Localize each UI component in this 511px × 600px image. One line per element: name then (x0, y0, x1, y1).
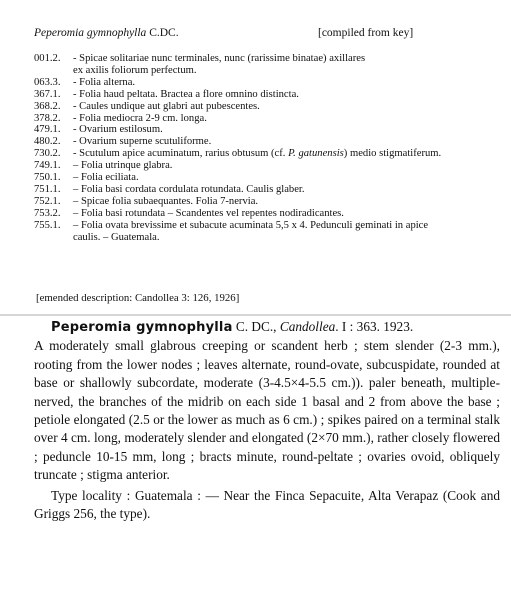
description-paragraph (34, 318, 500, 485)
key-entry (34, 208, 504, 220)
key-text: - Spicae solitariae nunc terminales, nunc (rarissime binatae) axillares (73, 53, 366, 64)
type-locality: Type locality : Guatemala : — Near the Finca Sepacuite, Alta Verapaz (Cook and Griggs 256, the type). (34, 487, 500, 522)
description-species-name: Peperomia gymnophylla (51, 320, 233, 335)
key-code: 001.2. (34, 53, 61, 64)
key-code: 730.2. (34, 148, 61, 160)
key-text: - Folia mediocra 2-9 cm. longa. (73, 112, 207, 124)
key-code: 749.1. (34, 160, 61, 172)
key-code: 479.1. (34, 124, 61, 136)
key-text: – Folia basi rotundata – Scandentes vel repentes nodiradicantes. (73, 207, 344, 219)
key-code: 063.3. (34, 76, 61, 88)
key-code: 755.1. (34, 219, 61, 231)
species-author: C.DC. (149, 27, 179, 39)
key-text: - Ovarium estilosum. (73, 124, 163, 136)
key-entry-continuation (34, 232, 504, 244)
key-text: ex axilis foliorum perfectum. (73, 64, 197, 76)
compiled-note: [compiled from key] (318, 27, 414, 39)
key-text: - Folia alterna. (73, 76, 136, 88)
key-text: – Folia basi cordata cordulata rotundata. Caulis glaber. (73, 183, 305, 195)
key-text: - Scutulum apice acuminatum, rarius obtusum (cf. P. gatunensis) medio stigmatiferum. (73, 148, 442, 160)
amended-description-note: [emended description: Candollea 3: 126, 1926] (36, 292, 240, 304)
key-entry (34, 136, 504, 148)
key-entry (34, 196, 504, 208)
key-text: - Folia haud peltata. Bractea a flore omnino distincta. (73, 88, 299, 100)
key-list (34, 53, 504, 244)
citation-author: C. DC., (232, 319, 280, 334)
key-entry (34, 77, 504, 89)
description-body: A moderately small glabrous creeping or scandent herb ; stem slender (2-3 mm.), rooting from the lower nodes ; leaves alternate, round-ovate, subcuspidate, rounded at base or shallowly subcordate, moderate (3-4.5×4-5.5 cm.)). paler beneath, multiple-nerved, the branches of the midrib on each side 1 basal and 2 from above the base ; petiole elongated (2.5 or the lower as much as 6 cm.) ; spikes paired on a terminal stalk over 4 cm. long, moderately slender and elongated (2×70 mm.), rather closely flowered ; peduncle 10-15 mm, long ; bracts minute, round-peltate ; ovaries ovoid, obliquely truncate ; stigma anterior. (34, 338, 500, 483)
key-text: – Spicae folia subaequantes. Folia 7-nervia. (73, 195, 259, 207)
key-text: - Caules undique aut glabri aut pubescentes. (73, 100, 260, 112)
citation-volume: . I : 363. 1923. (335, 319, 414, 334)
key-code: 751.1. (34, 183, 61, 195)
key-entry (34, 53, 504, 65)
key-text: – Folia utrinque glabra. (73, 160, 173, 172)
key-code: 480.2. (34, 136, 61, 148)
key-entry (34, 89, 504, 101)
section-divider (0, 314, 511, 316)
key-code: 752.1. (34, 195, 61, 207)
key-entry (34, 160, 504, 172)
key-text: caulis. – Guatemala. (73, 231, 160, 243)
key-code: 367.1. (34, 88, 61, 100)
key-code: 750.1. (34, 172, 61, 184)
citation-journal: Candollea (279, 319, 336, 334)
key-code: 378.2. (34, 112, 61, 124)
key-code: 368.2. (34, 100, 61, 112)
key-code: 753.2. (34, 207, 61, 219)
key-entry (34, 220, 504, 232)
key-text: - Ovarium superne scutuliforme. (73, 136, 212, 148)
key-species-heading (34, 27, 179, 39)
key-entry (34, 113, 504, 125)
key-entry-continuation (34, 65, 504, 77)
key-entry (34, 184, 504, 196)
key-text: – Folia eciliata. (73, 172, 139, 184)
description-section (34, 318, 500, 523)
key-entry (34, 101, 504, 113)
key-entry (34, 172, 504, 184)
species-name-italic: Peperomia gymnophylla (34, 27, 147, 39)
key-entry (34, 124, 504, 136)
key-entry (34, 148, 504, 160)
key-text: – Folia ovata brevissime et subacute acuminata 5,5 x 4. Pedunculi geminati in apice (73, 219, 429, 231)
